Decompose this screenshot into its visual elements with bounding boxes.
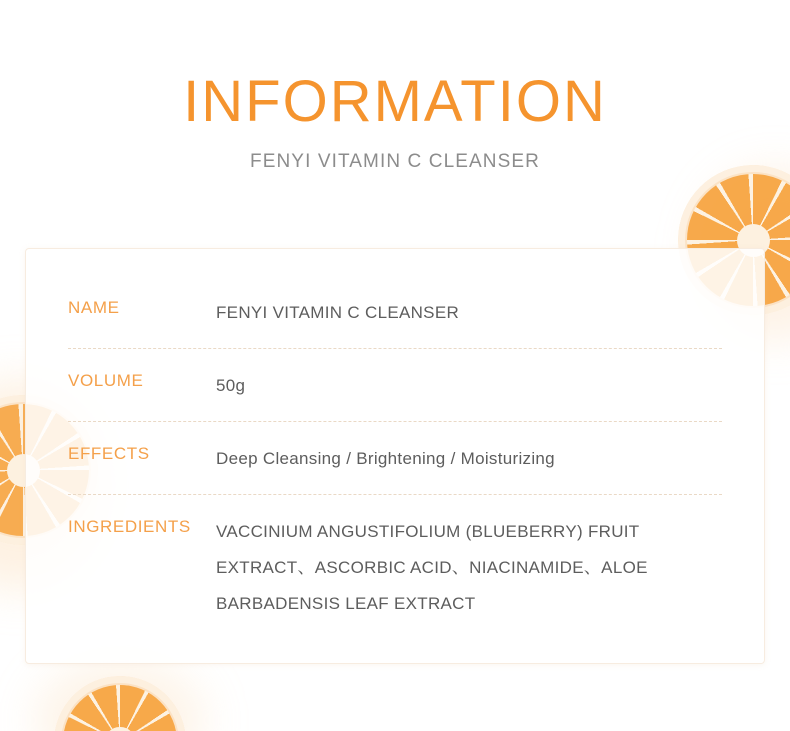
row-label-effects: EFFECTS: [68, 444, 150, 463]
row-value-effects: Deep Cleansing / Brightening / Moisturizing: [216, 449, 555, 468]
information-card: [25, 248, 765, 664]
row-label-volume: VOLUME: [68, 371, 144, 390]
table-row: [68, 295, 722, 349]
row-label-name: NAME: [68, 298, 120, 317]
orange-slice-icon-bottom: [54, 676, 186, 731]
page-subtitle: FENYI VITAMIN C CLEANSER: [250, 150, 540, 172]
information-rows: [68, 295, 722, 640]
row-value-name: FENYI VITAMIN C CLEANSER: [216, 303, 460, 322]
table-row: [68, 495, 722, 640]
row-label-ingredients: INGREDIENTS: [68, 517, 191, 536]
table-row: [68, 422, 722, 495]
page-title: INFORMATION: [183, 69, 607, 134]
table-row: [68, 349, 722, 422]
page-header: [0, 69, 790, 173]
row-value-volume: 50g: [216, 376, 246, 395]
row-value-ingredients: VACCINIUM ANGUSTIFOLIUM (BLUEBERRY) FRUIT EXTRACT、ASCORBIC ACID、NIACINAMIDE、ALOE BARBADENSIS LEAF EXTRACT: [216, 522, 648, 613]
